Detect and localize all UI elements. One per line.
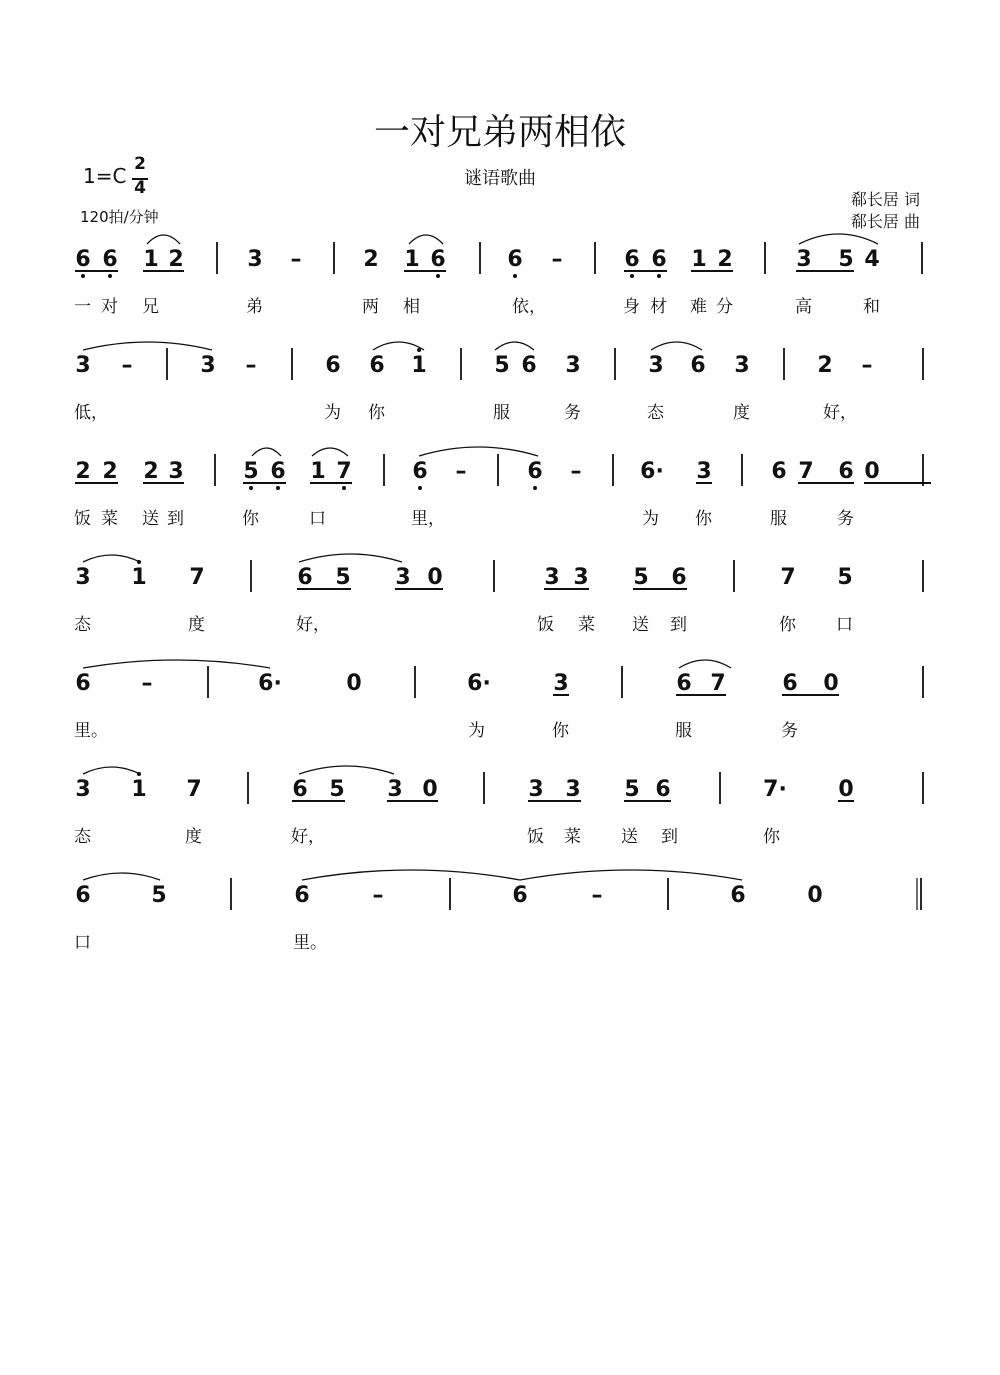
note: 1 (310, 459, 326, 484)
lyric-syllable: 度 (188, 615, 205, 635)
note: 1 (411, 353, 427, 378)
note: 5 (151, 883, 167, 908)
key-signature: 1=C (83, 164, 127, 188)
lyric-syllable: 你 (763, 827, 780, 847)
lyric-syllable: 兄 (142, 297, 159, 317)
octave-dot-below (630, 274, 634, 278)
note: 1 (143, 247, 159, 272)
slur-arc (147, 235, 180, 244)
note: 7· (763, 777, 787, 802)
note: 2 (717, 247, 733, 272)
note: 7 (189, 565, 205, 590)
note: 3 (573, 565, 589, 590)
music-system (0, 232, 1000, 342)
lyric-syllable: 饭 (527, 827, 544, 847)
note: 6 (75, 671, 91, 696)
lyric-syllable: 到 (670, 615, 687, 635)
note: 7 (186, 777, 202, 802)
note: 6 (270, 459, 286, 484)
note: 3 (565, 777, 581, 802)
dash-hold: – (121, 353, 133, 378)
note: 3 (528, 777, 544, 802)
lyric-syllable: 饭 (537, 615, 554, 635)
note: 0 (864, 459, 880, 484)
note: 6 (294, 883, 310, 908)
lyric-syllable: 身 (623, 297, 640, 317)
lyric-syllable: 低， (74, 403, 108, 423)
dash-hold: – (290, 247, 302, 272)
note: 6 (369, 353, 385, 378)
lyric-syllable: 口 (74, 933, 91, 953)
dash-hold: – (141, 671, 153, 696)
note: 6 (730, 883, 746, 908)
lyric-syllable: 送 (632, 615, 649, 635)
lyric-syllable: 你 (695, 509, 712, 529)
lyric-syllable: 到 (167, 509, 184, 529)
note: 5 (837, 565, 853, 590)
lyric-syllable: 你 (242, 509, 259, 529)
lyric-syllable: 你 (368, 403, 385, 423)
note: 6· (467, 671, 491, 696)
note: 6 (430, 247, 446, 272)
note: 4 (864, 247, 880, 272)
lyric-syllable: 态 (647, 403, 664, 423)
note: 7 (710, 671, 726, 696)
slur-arc (83, 767, 140, 774)
lyric-syllable: 一 (74, 297, 91, 317)
octave-dot-below (657, 274, 661, 278)
lyricist-credit: 郗长居 词 (850, 190, 920, 209)
lyric-syllable: 务 (564, 403, 581, 423)
note: 0 (838, 777, 854, 802)
note: 6 (771, 459, 787, 484)
music-system (0, 868, 1000, 978)
note: 6 (412, 459, 428, 484)
note: 6 (75, 247, 91, 272)
lyric-syllable: 里。 (293, 933, 327, 953)
note: 5 (838, 247, 854, 272)
octave-dot-below (436, 274, 440, 278)
slur-arc (83, 555, 140, 562)
lyric-syllable: 难 (690, 297, 707, 317)
octave-dot-below (276, 486, 280, 490)
note: 0 (823, 671, 839, 696)
music-system (0, 656, 1000, 766)
note: 6 (512, 883, 528, 908)
note: 5 (243, 459, 259, 484)
note: 1 (131, 565, 147, 590)
note: 3 (168, 459, 184, 484)
lyric-syllable: 服 (493, 403, 510, 423)
composer-credit: 郗长居 曲 (850, 212, 920, 231)
note: 3 (553, 671, 569, 696)
music-system (0, 338, 1000, 448)
lyric-syllable: 服 (675, 721, 692, 741)
lyric-syllable: 度 (733, 403, 750, 423)
lyric-syllable: 口 (836, 615, 853, 635)
lyric-syllable: 你 (552, 721, 569, 741)
slur-arc (83, 873, 160, 880)
note: 6 (671, 565, 687, 590)
lyric-syllable: 菜 (101, 509, 118, 529)
lyric-syllable: 对 (101, 297, 118, 317)
slur-arc (312, 448, 348, 456)
dash-hold: – (570, 459, 582, 484)
note: 6· (640, 459, 664, 484)
lyric-syllable: 好， (296, 615, 330, 635)
slur-arc (419, 447, 538, 456)
note: 2 (817, 353, 833, 378)
lyric-syllable: 态 (74, 615, 91, 635)
note: 1 (131, 777, 147, 802)
dash-hold: – (455, 459, 467, 484)
note: 3 (734, 353, 750, 378)
lyric-syllable: 态 (74, 827, 91, 847)
dash-hold: – (245, 353, 257, 378)
note: 0 (427, 565, 443, 590)
octave-dot-below (108, 274, 112, 278)
note: 6 (527, 459, 543, 484)
lyric-syllable: 依， (512, 297, 546, 317)
dash-hold: – (591, 883, 603, 908)
lyric-syllable: 你 (779, 615, 796, 635)
slur-arc (679, 660, 731, 668)
lyric-syllable: 务 (837, 509, 854, 529)
lyric-syllable: 材 (650, 297, 667, 317)
note: 5 (329, 777, 345, 802)
note: 3 (247, 247, 263, 272)
lyric-syllable: 里， (411, 509, 445, 529)
lyric-syllable: 和 (863, 297, 880, 317)
octave-dot-below (81, 274, 85, 278)
octave-dot-below (513, 274, 517, 278)
note: 3 (544, 565, 560, 590)
slur-arc (299, 554, 402, 562)
note: 6 (521, 353, 537, 378)
slur-arc (495, 342, 534, 350)
note: 0 (422, 777, 438, 802)
note: 6 (676, 671, 692, 696)
octave-dot-below (533, 486, 537, 490)
time-signature-top: 2 (134, 154, 146, 174)
note: 3 (395, 565, 411, 590)
note: 7 (780, 565, 796, 590)
note: 6 (297, 565, 313, 590)
music-system (0, 550, 1000, 660)
slur-arc (651, 342, 702, 350)
note: 3 (796, 247, 812, 272)
note: 3 (696, 459, 712, 484)
note: 1 (691, 247, 707, 272)
note: 3 (565, 353, 581, 378)
note: 3 (200, 353, 216, 378)
lyric-syllable: 高 (795, 297, 812, 317)
lyric-syllable: 为 (324, 403, 341, 423)
music-system (0, 762, 1000, 872)
lyric-syllable: 菜 (578, 615, 595, 635)
note: 5 (633, 565, 649, 590)
lyric-syllable: 口 (309, 509, 326, 529)
note: 0 (807, 883, 823, 908)
octave-dot-below (249, 486, 253, 490)
lyric-syllable: 好， (823, 403, 857, 423)
note: 3 (75, 565, 91, 590)
music-system (0, 444, 1000, 554)
note: 6 (292, 777, 308, 802)
note: 2 (168, 247, 184, 272)
lyric-syllable: 送 (621, 827, 638, 847)
lyric-syllable: 菜 (564, 827, 581, 847)
lyric-syllable: 到 (661, 827, 678, 847)
lyric-syllable: 里。 (74, 721, 108, 741)
song-title: 一对兄弟两相依 (373, 112, 626, 153)
lyric-syllable: 为 (468, 721, 485, 741)
note: 5 (335, 565, 351, 590)
slur-arc (252, 448, 281, 456)
note: 7 (798, 459, 814, 484)
lyric-syllable: 度 (185, 827, 202, 847)
slur-arc (373, 342, 424, 350)
note: 6 (690, 353, 706, 378)
octave-dot-below (418, 486, 422, 490)
note: 6 (507, 247, 523, 272)
slur-arc (83, 342, 212, 350)
note: 6 (655, 777, 671, 802)
note: 0 (346, 671, 362, 696)
note: 5 (494, 353, 510, 378)
note: 6 (782, 671, 798, 696)
note: 2 (143, 459, 159, 484)
note: 5 (624, 777, 640, 802)
slur-arc (299, 766, 394, 774)
note: 3 (75, 777, 91, 802)
note: 7 (336, 459, 352, 484)
octave-dot-below (342, 486, 346, 490)
note: 6 (102, 247, 118, 272)
lyric-syllable: 好， (291, 827, 325, 847)
time-signature-bottom: 4 (134, 178, 146, 198)
lyric-syllable: 送 (142, 509, 159, 529)
lyric-syllable: 服 (770, 509, 787, 529)
note: 2 (102, 459, 118, 484)
note: 6 (624, 247, 640, 272)
song-subtitle: 谜语歌曲 (464, 168, 536, 189)
note: 2 (363, 247, 379, 272)
slur-arc (799, 234, 878, 244)
lyric-syllable: 弟 (246, 297, 263, 317)
dash-hold: – (861, 353, 873, 378)
lyric-syllable: 饭 (74, 509, 91, 529)
slur-arc (302, 870, 520, 880)
lyric-syllable: 分 (716, 297, 733, 317)
note: 6 (325, 353, 341, 378)
note: 3 (75, 353, 91, 378)
note: 3 (648, 353, 664, 378)
lyric-syllable: 相 (403, 297, 420, 317)
tempo-marking: 120拍/分钟 (80, 208, 159, 226)
lyric-syllable: 为 (642, 509, 659, 529)
note: 6· (258, 671, 282, 696)
note: 1 (404, 247, 420, 272)
note: 6 (838, 459, 854, 484)
lyric-syllable: 两 (362, 297, 379, 317)
slur-arc (520, 870, 742, 880)
note: 6 (75, 883, 91, 908)
lyric-syllable: 务 (781, 721, 798, 741)
dash-hold: – (551, 247, 563, 272)
note: 3 (387, 777, 403, 802)
dash-hold: – (372, 883, 384, 908)
note: 2 (75, 459, 91, 484)
note: 6 (651, 247, 667, 272)
slur-arc (409, 235, 443, 244)
slur-arc (83, 660, 270, 668)
